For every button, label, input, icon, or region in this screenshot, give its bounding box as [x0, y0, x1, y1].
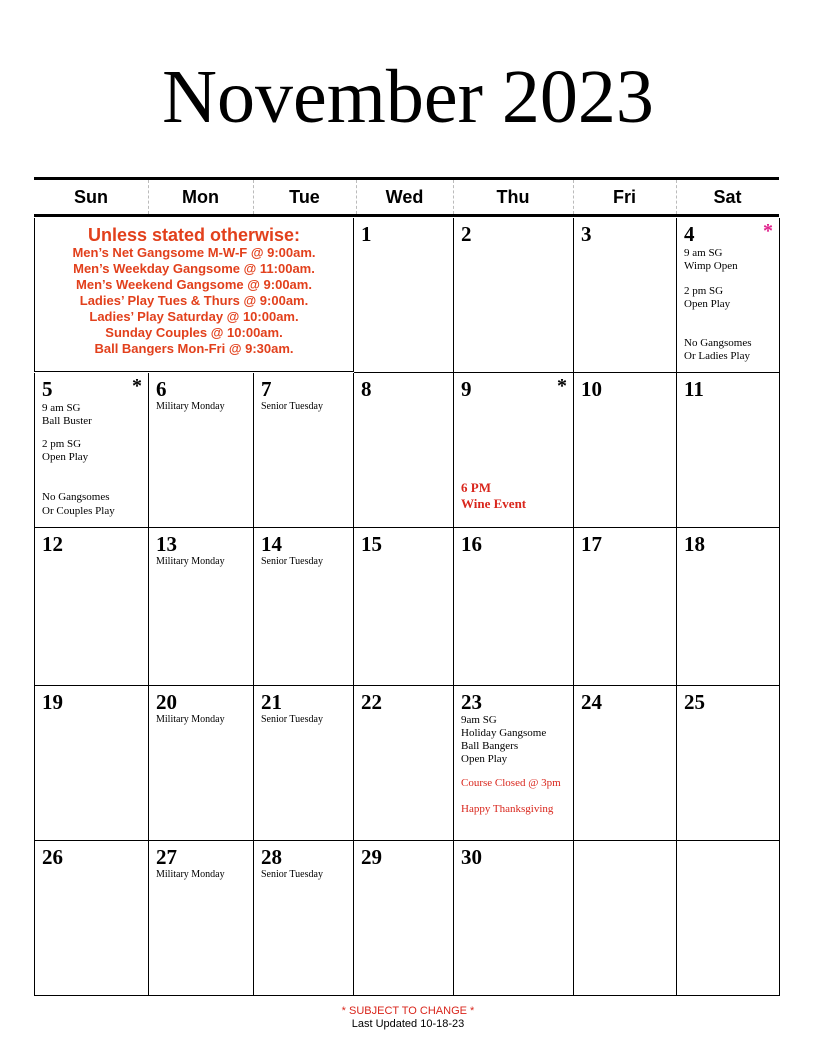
day-cell-27 [149, 841, 254, 996]
weekday-tue: Tue [289, 187, 320, 207]
weekday-fri: Fri [612, 187, 636, 207]
day-cell-8 [354, 373, 454, 528]
asterisk-mark: * [763, 220, 773, 242]
day-cell-14 [254, 528, 354, 686]
last-updated-note: Last Updated 10-18-23 [351, 1018, 465, 1030]
weekday-header [34, 177, 779, 217]
day-cell-26 [34, 841, 149, 996]
event-line: Wimp Open [684, 260, 738, 272]
day-cell-5 [34, 373, 149, 528]
day-number: 2 [461, 222, 472, 246]
day-number: 17 [581, 532, 602, 556]
day-number: 18 [684, 532, 705, 556]
event-line: Course Closed @ 3pm [461, 777, 561, 789]
day-number: 3 [581, 222, 592, 246]
day-number: 28 [261, 845, 282, 869]
event-line: Or Ladies Play [684, 350, 750, 362]
notice-line: Men’s Net Gangsome M-W-F @ 9:00am. [72, 245, 316, 260]
asterisk-mark: * [557, 375, 567, 397]
event-line: 6 PM [461, 480, 491, 495]
event-line: Ball Buster [42, 415, 92, 427]
event-line: Military Monday [156, 869, 225, 880]
event-line: Open Play [42, 451, 89, 463]
day-cell-11 [677, 373, 780, 528]
event-line: Ball Bangers [461, 740, 519, 752]
day-cell-23 [454, 686, 574, 841]
day-number: 25 [684, 690, 705, 714]
day-cell-16 [454, 528, 574, 686]
event-line: Happy Thanksgiving [461, 803, 554, 815]
event-line: Or Couples Play [42, 505, 115, 517]
day-cell-17 [574, 528, 677, 686]
event-line: Military Monday [156, 714, 225, 725]
day-number: 14 [261, 532, 282, 556]
day-cell-22 [354, 686, 454, 841]
event-line: 9 am SG [42, 402, 81, 414]
day-cell-24 [574, 686, 677, 841]
day-number: 11 [684, 377, 704, 401]
day-cell-21 [254, 686, 354, 841]
event-line: Senior Tuesday [261, 401, 323, 412]
day-number: 16 [461, 532, 482, 556]
event-line: No Gangsomes [42, 491, 110, 503]
event-line: 2 pm SG [684, 285, 724, 297]
event-line: Open Play [461, 753, 508, 765]
day-cell-28 [254, 841, 354, 996]
day-number: 23 [461, 690, 482, 714]
weekday-sun: Sun [74, 187, 108, 207]
notice-heading: Unless stated otherwise: [87, 225, 301, 245]
day-cell-20 [149, 686, 254, 841]
notice-line: Men’s Weekday Gangsome @ 11:00am. [73, 261, 315, 276]
day-cell-empty [574, 841, 677, 996]
day-number: 19 [42, 690, 63, 714]
notice-line: Ladies’ Play Tues & Thurs @ 9:00am. [79, 293, 309, 308]
event-line: Wine Event [461, 496, 527, 511]
event-line: No Gangsomes [684, 337, 752, 349]
day-cell-2 [454, 218, 574, 373]
day-cell-13 [149, 528, 254, 686]
day-cell-6 [149, 373, 254, 528]
day-number: 26 [42, 845, 63, 869]
day-number: 24 [581, 690, 602, 714]
day-cell-4 [677, 218, 780, 373]
event-line: Military Monday [156, 556, 225, 567]
day-number: 10 [581, 377, 602, 401]
day-number: 8 [361, 377, 372, 401]
day-number: 22 [361, 690, 382, 714]
event-line: Senior Tuesday [261, 714, 323, 725]
weekday-sat: Sat [713, 187, 742, 207]
day-cell-29 [354, 841, 454, 996]
event-line: 9 am SG [684, 247, 723, 259]
day-number: 27 [156, 845, 177, 869]
day-number: 21 [261, 690, 282, 714]
day-number: 15 [361, 532, 382, 556]
day-cell-9 [454, 373, 574, 528]
day-cell-18 [677, 528, 780, 686]
day-number: 6 [156, 377, 167, 401]
page-title: November 2023 [162, 55, 654, 139]
day-cell-10 [574, 373, 677, 528]
day-number: 30 [461, 845, 482, 869]
event-line: Senior Tuesday [261, 869, 323, 880]
event-line: 9am SG [461, 714, 497, 726]
day-number: 13 [156, 532, 177, 556]
day-number: 12 [42, 532, 63, 556]
weekday-thu: Thu [496, 187, 530, 207]
day-number: 7 [261, 377, 272, 401]
day-cell-1 [354, 218, 454, 373]
event-line: Senior Tuesday [261, 556, 323, 567]
event-line: Military Monday [156, 401, 225, 412]
day-cell-12 [34, 528, 149, 686]
day-cell-empty [677, 841, 780, 996]
schedule-notice [34, 218, 354, 372]
weekday-wed: Wed [385, 187, 424, 207]
day-cell-25 [677, 686, 780, 841]
subject-to-change-note: * SUBJECT TO CHANGE * [341, 1005, 475, 1017]
notice-line: Sunday Couples @ 10:00am. [105, 325, 283, 340]
notice-line: Ball Bangers Mon-Fri @ 9:30am. [94, 341, 294, 356]
day-cell-19 [34, 686, 149, 841]
day-cell-15 [354, 528, 454, 686]
day-cell-3 [574, 218, 677, 373]
weekday-mon: Mon [182, 187, 219, 207]
day-number: 5 [42, 377, 53, 401]
event-line: 2 pm SG [42, 438, 82, 450]
asterisk-mark: * [132, 375, 142, 397]
day-cell-7 [254, 373, 354, 528]
event-line: Open Play [684, 298, 731, 310]
day-number: 1 [361, 222, 372, 246]
event-line: Holiday Gangsome [461, 727, 547, 739]
day-number: 20 [156, 690, 177, 714]
day-number: 4 [684, 222, 695, 246]
day-cell-30 [454, 841, 574, 996]
day-number: 9 [461, 377, 472, 401]
notice-line: Ladies’ Play Saturday @ 10:00am. [89, 309, 299, 324]
day-number: 29 [361, 845, 382, 869]
notice-line: Men’s Weekend Gangsome @ 9:00am. [76, 277, 312, 292]
